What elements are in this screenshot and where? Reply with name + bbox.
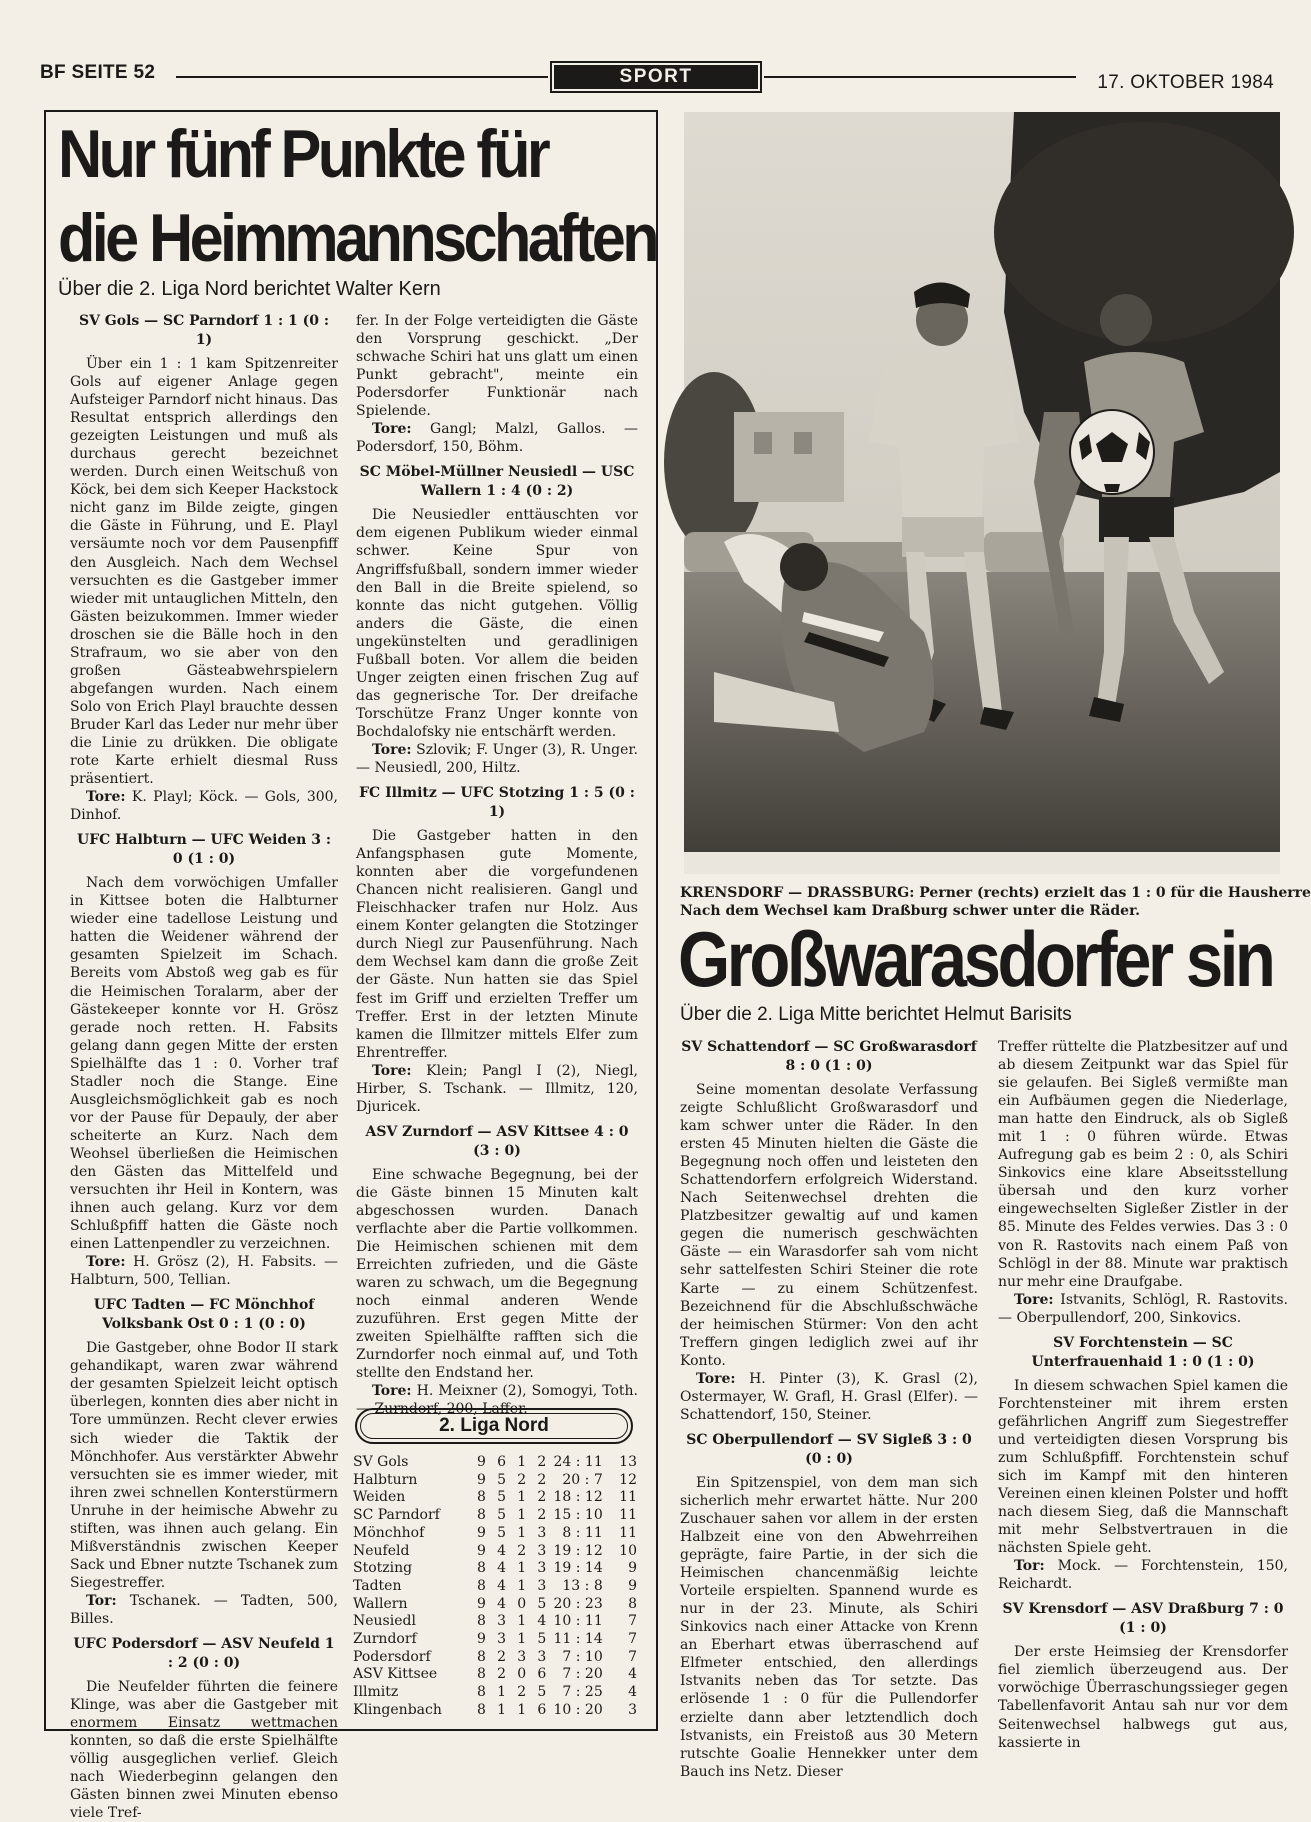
standings-draws: 1	[517, 1507, 527, 1524]
standings-games: 9	[477, 1595, 486, 1612]
goal-scorers-text: Istvanits, Schlögl, R. Rastovits. — Oberpullendorf, 200, Sinkovics.	[998, 1291, 1288, 1326]
headline-line-2: die Heimmannschaften	[58, 200, 656, 276]
standings-wins: 2	[497, 1666, 507, 1683]
standings-team-name: Weiden	[353, 1489, 406, 1506]
standings-losses: 3	[537, 1577, 547, 1594]
section-label	[550, 61, 762, 93]
match-report: Eine schwache Begegnung, bei der die Gäste binnen 15 Minuten kalt abgeschossen wurden. Danach verflachte aber die Partie vollkommen. Die Heimischen schienen mit dem Erreichten zufrieden, und die Gäste waren zu schwach, um die Begegnung noch einmal anderen Wende zuzuführen. Erst gegen Mitte der zweiten Spielhälfte rafften sich die Zurndorfer noch einmal auf, und Toth stellte den Endstand her.	[356, 1166, 638, 1382]
standings-losses: 2	[537, 1471, 547, 1488]
goal-scorers	[356, 1062, 638, 1116]
match-report: Der erste Heimsieg der Krensdorfer fiel ziemlich überzeugend aus. Der vorwöchige Überraschungssieger gegen Tabellenfavorit Antau sah nur vor dem Seitenwechsel halbwegs gut aus, kassierte in	[998, 1644, 1288, 1751]
goal-scorers-text: Klein; Pangl I (2), Niegl, Hirber, S. Tschank. — Illmitz, 120, Djuricek.	[356, 1062, 638, 1115]
standings-row	[353, 1560, 637, 1578]
standings-goals: 20 : 23	[553, 1595, 603, 1612]
standings-wins: 3	[497, 1613, 507, 1630]
section-label-text: SPORT	[554, 65, 758, 89]
goal-scorers-text: Gangl; Malzl, Gallos. — Podersdorf, 150, Böhm.	[356, 421, 638, 456]
standings-losses: 3	[537, 1648, 547, 1665]
standings-draws: 0	[517, 1595, 527, 1612]
standings-losses: 2	[537, 1507, 547, 1524]
standings-goals: 24 : 11	[553, 1454, 603, 1470]
standings-wins: 1	[497, 1701, 507, 1718]
standings-goals: 19 : 14	[553, 1560, 603, 1577]
match-heading: ASV Zurndorf — ASV Kittsee 4 : 0 (3 : 0)	[365, 1123, 629, 1159]
standings-points: 12	[619, 1471, 637, 1488]
standings-goals: 13 : 8	[562, 1577, 603, 1594]
standings-wins: 2	[497, 1648, 507, 1665]
standings-wins: 5	[497, 1507, 507, 1524]
goal-scorers-text: H. Meixner (2), Somogyi, Toth. — Zurndorf, 200, Laffer.	[356, 1383, 638, 1418]
standings-goals: 10 : 20	[553, 1701, 603, 1718]
article-column-3	[680, 1038, 978, 1781]
match-report: Die Neufelder führten die feinere Klinge, was aber die Gastgeber mit enormem Einsatz wettmachen konnten, so daß die erste Spielhälfte völlig ausgeglichen verlief. Gleich nach Wiederbeginn gelangen den Gästen binnen zwei Minuten ebenso viele Tref-	[70, 1679, 338, 1822]
standings-title-box	[355, 1408, 633, 1444]
standings-wins: 5	[497, 1471, 507, 1488]
standings-title: 2. Liga Nord	[360, 1413, 628, 1439]
standings-goals: 7 : 10	[562, 1648, 603, 1665]
match-report: Seine momentan desolate Verfassung zeigte Schlußlicht Großwarasdorf und kam schwer unter die Räder. In den ersten 45 Minuten hielten die Gäste die Begegnung noch offen und leisteten den Schattendorfern erfolgreich Widerstand. Nach Seitenwechsel drehten die Platzbesitzer gewaltig auf und kamen gegen die numerisch geschwächten Gäste — ein Warasdorfer sah vom nicht sehr sattelfesten Schiri Steiner die rote Karte — zu einem Schützenfest. Bezeichnend für die Abschlußschwäche der heimischen Stürmer: Von den acht Treffern gingen lediglich zwei auf ihr Konto.	[680, 1082, 978, 1369]
standings-team-name: SV Gols	[353, 1454, 409, 1470]
match-heading: SC Oberpullendorf — SV Sigleß 3 : 0 (0 : 0)	[686, 1431, 972, 1467]
standings-points: 7	[628, 1613, 637, 1630]
standings-row	[353, 1454, 637, 1472]
standings-points: 11	[619, 1507, 637, 1524]
standings-points: 13	[619, 1454, 637, 1470]
standings-games: 9	[477, 1524, 486, 1541]
standings-row	[353, 1507, 637, 1525]
match-heading: FC Illmitz — UFC Stotzing 1 : 5 (0 : 1)	[359, 785, 635, 821]
goal-scorers-label: Tore:	[1014, 1291, 1054, 1308]
standings-draws: 2	[517, 1471, 527, 1488]
standings-row	[353, 1596, 637, 1614]
match-heading: SV Forchtenstein — SC Unterfrauenhaid 1 : 0 (1 : 0)	[1031, 1334, 1255, 1370]
standings-points: 9	[628, 1577, 637, 1594]
standings-row	[353, 1543, 637, 1561]
match-report: Nach dem vorwöchigen Umfaller in Kittsee boten die Halbturner wieder eine tadellose Leistung und hatten die Weidener während der gesamten Spielzeit im Schach. Bereits vom Abstoß weg gab es für die Heimischen Toralarm, aber der Gästekeeper konnte vor H. Grösz gerade noch retten. H. Fabsits gelang dann gegen Mitte der ersten Spielhälfte das 1 : 0. Vorher traf Stadler noch die Stange. Eine Ausgleichsmöglichkeit gab es noch vor der Pause für Depauly, der aber scheiterte an Kurz. Nach dem Weohsel überließen die Heimischen den Gästen das Mittelfeld und versuchten ihr Heil in Kontern, was ihnen auch gelang. Kurz vor dem Schlußpfiff hatten die Gäste noch einen Lattenpendler zu verzeichnen.	[70, 875, 338, 1253]
match-report: Ein Spitzenspiel, von dem man sich sicherlich mehr erwartet hätte. Nur 200 Zuschauer sahen vor allem in der ersten Halbzeit eine von den Abwehrreihen geprägte, faire Partie, in der sich die Heimischen chancenmäßig leichte Vorteile erspielten. Spannend wurde es nur in der 23. Minute, als Schiri Sinkovics nach einer Attacke von Krenn an Eberhart etwas überraschend auf Elfmeter entschied, den allerdings Istvanits neben das Tor setzte. Das erlösende 1 : 0 für die Pullendorfer erzielte dann aber letztendlich doch Istvanists, ein Freistoß aus 30 Metern rutschte Goalie Hennekker unter dem Bauch ins Netz. Dieser	[680, 1474, 978, 1780]
standings-goals: 7 : 25	[562, 1684, 603, 1701]
standings-losses: 3	[537, 1560, 547, 1577]
standings-points: 7	[628, 1648, 637, 1665]
standings-row	[353, 1489, 637, 1507]
goal-scorers-label: Tore:	[86, 1254, 126, 1271]
goal-scorers	[356, 741, 638, 777]
standings-goals: 7 : 20	[562, 1666, 603, 1683]
standings-games: 8	[477, 1613, 486, 1630]
goal-scorers-text: Tschanek. — Tadten, 500, Billes.	[70, 1592, 338, 1627]
goal-scorers-label: Tore:	[372, 741, 412, 758]
standings-points: 4	[628, 1666, 637, 1683]
standings-goals: 18 : 12	[553, 1489, 603, 1506]
standings-goals: 8 : 11	[562, 1524, 603, 1541]
standings-team-name: ASV Kittsee	[353, 1666, 438, 1683]
match-heading: UFC Halbturn — UFC Weiden 3 : 0 (1 : 0)	[76, 832, 332, 868]
standings-row	[353, 1613, 637, 1631]
standings-losses: 6	[537, 1701, 547, 1718]
standings-games: 9	[477, 1542, 486, 1559]
standings-team-name: Zurndorf	[353, 1631, 417, 1648]
standings-team-name: Neufeld	[353, 1542, 410, 1559]
standings-draws: 3	[517, 1648, 527, 1665]
standings-points: 11	[619, 1524, 637, 1541]
header-rule-left	[176, 76, 548, 78]
article-column-4	[998, 1038, 1288, 1751]
byline-liga-nord: Über die 2. Liga Nord berichtet Walter Kern	[58, 278, 441, 300]
goal-scorers-text: H. Pinter (3), K. Grasl (2), Ostermayer, W. Grafl, H. Grasl (Elfer). — Schattendorf, 150, Steiner.	[680, 1370, 978, 1423]
standings-row	[353, 1666, 637, 1684]
standings-wins: 4	[497, 1542, 507, 1559]
goal-scorers	[70, 788, 338, 824]
standings-points: 4	[628, 1684, 637, 1701]
match-report: Die Gastgeber hatten in den Anfangsphasen gute Momente, konnten aber die vorgefundenen Chancen nicht realisieren. Gangl und Fleischhacker trafen nur Holz. Aus einem Konter gelangten die Stotzinger durch Niegl zur Pausenführung. Nach dem Wechsel kam dann die große Zeit der Gäste. Nun hatten sie das Spiel fest im Griff und erzielten Treffer um Treffer. Erst in der letzten Minute kamen die Illmitzer mittels Elfer zum Ehrentreffer.	[356, 828, 638, 1061]
byline-liga-mitte: Über die 2. Liga Mitte berichtet Helmut Barisits	[680, 1004, 1072, 1025]
goal-scorers-label: Tore:	[372, 1062, 412, 1079]
match-heading: UFC Podersdorf — ASV Neufeld 1 : 2 (0 : 0)	[73, 1636, 335, 1672]
match-report: Über ein 1 : 1 kam Spitzenreiter Gols auf eigener Anlage gegen Aufsteiger Parndorf nicht hinaus. Das Resultat entsprich allerdings den gezeigten Leistungen und muß als durchaus gerecht bezeichnet werden. Durch einen Weitschuß von Köck, bei dem sich Keeper Hackstock nicht ganz im Bilde zeigte, gingen die Gäste in Führung, und E. Playl versäumte noch vor dem Pausenpfiff den Ausgleich. Nach dem Wechsel versuchten es die Gastgeber immer wieder mit untauglichen Mitteln, den Gästen beizukommen. Immer wieder droschen sie die Bälle hoch in den Strafraum, wo sie aber von den großen Gästeabwehrspielern abgefangen wurden. Nach einem Solo von Erich Playl brauchte dessen Bruder Karl das Leder nur mehr über die Linie zu drükken. Die obligate rote Karte erhielt diesmal Russ präsentiert.	[70, 356, 338, 788]
standings-goals: 10 : 11	[553, 1613, 603, 1630]
match-report: Treffer rüttelte die Platzbesitzer auf und ab diesem Zeitpunkt war das Spiel für sie gelaufen. Bei Sigleß vermißte man ein Aufbäumen gegen die Niederlage, man hatte den Eindruck, als ob Sigleß mit 1 : 0 führen würde. Etwas Aufregung gab es beim 2 : 0, als Schiri Sinkovics eine klare Abseitsstellung übersah und den kurz vorher eingewechselten Sigleßer Zistler in der 85. Minute des Feldes verwies. Das 3 : 0 von R. Rastovits nach einem Paß von Schlögl in der 88. Minute war praktisch nur mehr eine Draufgabe.	[998, 1039, 1288, 1290]
standings-wins: 4	[497, 1595, 507, 1612]
standings-losses: 6	[537, 1666, 547, 1683]
standings-draws: 1	[517, 1701, 527, 1718]
standings-team-name: Illmitz	[353, 1684, 399, 1701]
match-report: fer. In der Folge verteidigten die Gäste den Vorsprung geschickt. „Der schwache Schiri hat uns glatt um einen Punkt gebracht", meinte ein Podersdorfer Funktionär nach Spielende.	[356, 313, 638, 420]
goal-scorers-label: Tore:	[372, 1383, 412, 1400]
standings-draws: 1	[517, 1489, 527, 1506]
match-photo	[684, 112, 1280, 874]
standings-wins: 5	[497, 1489, 507, 1506]
standings-goals: 11 : 14	[553, 1631, 603, 1648]
standings-wins: 3	[497, 1631, 507, 1648]
goal-scorers	[998, 1291, 1288, 1327]
goal-scorers-text: Szlovik; F. Unger (3), R. Unger. — Neusiedl, 200, Hiltz.	[356, 741, 638, 777]
standings-row	[353, 1472, 637, 1490]
match-heading: SV Schattendorf — SC Großwarasdorf 8 : 0 (1 : 0)	[681, 1039, 977, 1074]
goal-scorers-label: Tore:	[372, 421, 412, 438]
standings-team-name: Wallern	[353, 1595, 408, 1612]
photo-caption-line-2: Nach dem Wechsel kam Draßburg schwer unter die Räder.	[680, 903, 1141, 919]
standings-wins: 1	[497, 1684, 507, 1701]
standings-losses: 3	[537, 1542, 547, 1559]
standings-row	[353, 1525, 637, 1543]
match-heading: UFC Tadten — FC Mönchhof Volksbank Ost 0 : 1 (0 : 0)	[93, 1297, 315, 1333]
standings-row	[353, 1631, 637, 1649]
standings-losses: 2	[537, 1454, 547, 1470]
article-column-2	[356, 312, 638, 1418]
standings-wins: 4	[497, 1577, 507, 1594]
standings-draws: 1	[517, 1613, 527, 1630]
goal-scorers-text: K. Playl; Köck. — Gols, 300, Dinhof.	[70, 789, 338, 824]
standings-points: 10	[619, 1542, 637, 1559]
match-photo-image	[684, 112, 1280, 874]
standings-row	[353, 1684, 637, 1702]
match-report: Die Gastgeber, ohne Bodor II stark gehandikapt, waren zwar während der gesamten Spielzeit leicht optisch überlegen, konnten dies aber nicht in Tore ummünzen. Recht clever erwies sich wieder die Taktik der Mönchhofer. Aus verstärkter Abwehr versuchten sie es immer wieder, mit ihren zwei schnellen Konterstürmern Unruhe in der heimische Abwehr zu stiften, was ihnen auch gelang. Ein Mißverständnis zwischen Keeper Sack und Ebner nutzte Tschanek zum Siegestreffer.	[70, 1340, 338, 1591]
page-number: BF SEITE 52	[40, 62, 156, 83]
standings-games: 8	[477, 1560, 486, 1577]
standings-table	[353, 1454, 637, 1720]
article-column-1	[70, 312, 338, 1822]
headline-liga-nord	[58, 112, 656, 280]
standings-losses: 5	[537, 1595, 547, 1612]
standings-games: 8	[477, 1666, 486, 1683]
standings-games: 8	[477, 1648, 486, 1665]
standings-draws: 1	[517, 1524, 527, 1541]
goal-scorers-label: Tore:	[86, 789, 126, 806]
standings-points: 8	[628, 1595, 637, 1612]
standings-row	[353, 1649, 637, 1667]
standings-games: 8	[477, 1701, 486, 1718]
standings-points: 3	[628, 1701, 637, 1718]
standings-points: 11	[619, 1489, 637, 1506]
standings-goals: 15 : 10	[553, 1507, 603, 1524]
standings-wins: 5	[497, 1524, 507, 1541]
standings-losses: 2	[537, 1489, 547, 1506]
standings-games: 8	[477, 1489, 486, 1506]
standings-row	[353, 1702, 637, 1720]
goal-scorers-text: H. Grösz (2), H. Fabsits. — Halbturn, 500, Tellian.	[70, 1254, 338, 1289]
goal-scorers	[998, 1557, 1288, 1593]
standings-wins: 4	[497, 1560, 507, 1577]
standings-team-name: Stotzing	[353, 1560, 413, 1577]
standings-goals: 20 : 7	[562, 1471, 603, 1488]
standings-draws: 1	[517, 1560, 527, 1577]
headline-liga-mitte: Großwarasdorfer sin	[678, 915, 1273, 1003]
match-heading: SV Krensdorf — ASV Draßburg 7 : 0 (1 : 0)	[1002, 1601, 1284, 1637]
standings-games: 9	[477, 1631, 486, 1648]
goal-scorers-label: Tore:	[696, 1370, 736, 1387]
match-heading: SV Gols — SC Parndorf 1 : 1 (0 : 1)	[78, 313, 330, 348]
standings-team-name: Klingenbach	[353, 1701, 442, 1718]
standings-games: 8	[477, 1684, 486, 1701]
standings-losses: 5	[537, 1631, 547, 1648]
goal-scorers	[70, 1592, 338, 1628]
standings-wins: 6	[497, 1454, 507, 1470]
match-report: Die Neusiedler enttäuschten vor dem eigenen Publikum wieder einmal schwer. Keine Spur von Angriffsfußball, sondern immer wieder den Ball in die Breite spielend, so konnte das nicht gutgehen. Völlig anders die Gäste, die einen ungekünstelten und geradlinigen Fußball boten. Vor allem die beiden Unger zeigten einen frischen Zug auf das gegnerische Tor. Der dreifache Torschütze Franz Unger konnte von Bochdalofsky nie entschärft werden.	[356, 507, 638, 740]
photo-caption-line-1: KRENSDORF — DRASSBURG: Perner (rechts) erzielt das 1 : 0 für die Hausherre	[680, 885, 1311, 901]
standings-draws: 1	[517, 1631, 527, 1648]
headline-line-1: Nur fünf Punkte für	[58, 116, 548, 192]
goal-scorers	[356, 420, 638, 456]
header-rule-right	[764, 76, 1076, 78]
standings-team-name: Neusiedl	[353, 1613, 416, 1630]
standings-row	[353, 1578, 637, 1596]
standings-team-name: Mönchhof	[353, 1524, 425, 1541]
standings-draws: 2	[517, 1542, 527, 1559]
standings-points: 7	[628, 1631, 637, 1648]
standings-points: 9	[628, 1560, 637, 1577]
goal-scorers-label: Tor:	[1014, 1558, 1045, 1575]
match-report: In diesem schwachen Spiel kamen die Forchtensteiner mit ihrem ersten gefährlichen Angriff zum Siegestreffer und verteidigten diesen Vorsprung bis zum Schlußpfiff. Forchtenstein schuf sich im Kampf mit den hinteren Vereinen einen kleinen Polster und hofft nach diesem Sieg, daß die Mannschaft mit mehr Selbstvertrauen in die nächsten Spiele geht.	[998, 1377, 1288, 1557]
standings-draws: 0	[517, 1666, 527, 1683]
standings-draws: 1	[517, 1577, 527, 1594]
standings-games: 8	[477, 1577, 486, 1594]
standings-team-name: Tadten	[353, 1577, 402, 1594]
goal-scorers	[70, 1253, 338, 1289]
issue-date: 17. OKTOBER 1984	[1097, 72, 1274, 93]
standings-losses: 3	[537, 1524, 547, 1541]
standings-draws: 1	[517, 1454, 527, 1470]
standings-losses: 4	[537, 1613, 547, 1630]
standings-games: 8	[477, 1507, 486, 1524]
article-column-4-inner	[998, 1038, 1288, 1752]
match-heading: SC Möbel-Müllner Neusiedl — USC Wallern 1 : 4 (0 : 2)	[359, 464, 635, 500]
standings-losses: 5	[537, 1684, 547, 1701]
goal-scorers-label: Tor:	[86, 1592, 117, 1609]
standings-team-name: Halbturn	[353, 1471, 418, 1488]
standings-goals: 19 : 12	[553, 1542, 603, 1559]
standings-draws: 2	[517, 1684, 527, 1701]
goal-scorers	[680, 1370, 978, 1424]
standings-team-name: Podersdorf	[353, 1648, 431, 1665]
goal-scorers-text: Mock. — Forchtenstein, 150, Reichardt.	[998, 1558, 1288, 1593]
headline-liga-mitte-wrap	[678, 915, 1284, 1018]
standings-games: 9	[477, 1454, 486, 1470]
standings-games: 9	[477, 1471, 486, 1488]
standings-team-name: SC Parndorf	[353, 1507, 440, 1524]
